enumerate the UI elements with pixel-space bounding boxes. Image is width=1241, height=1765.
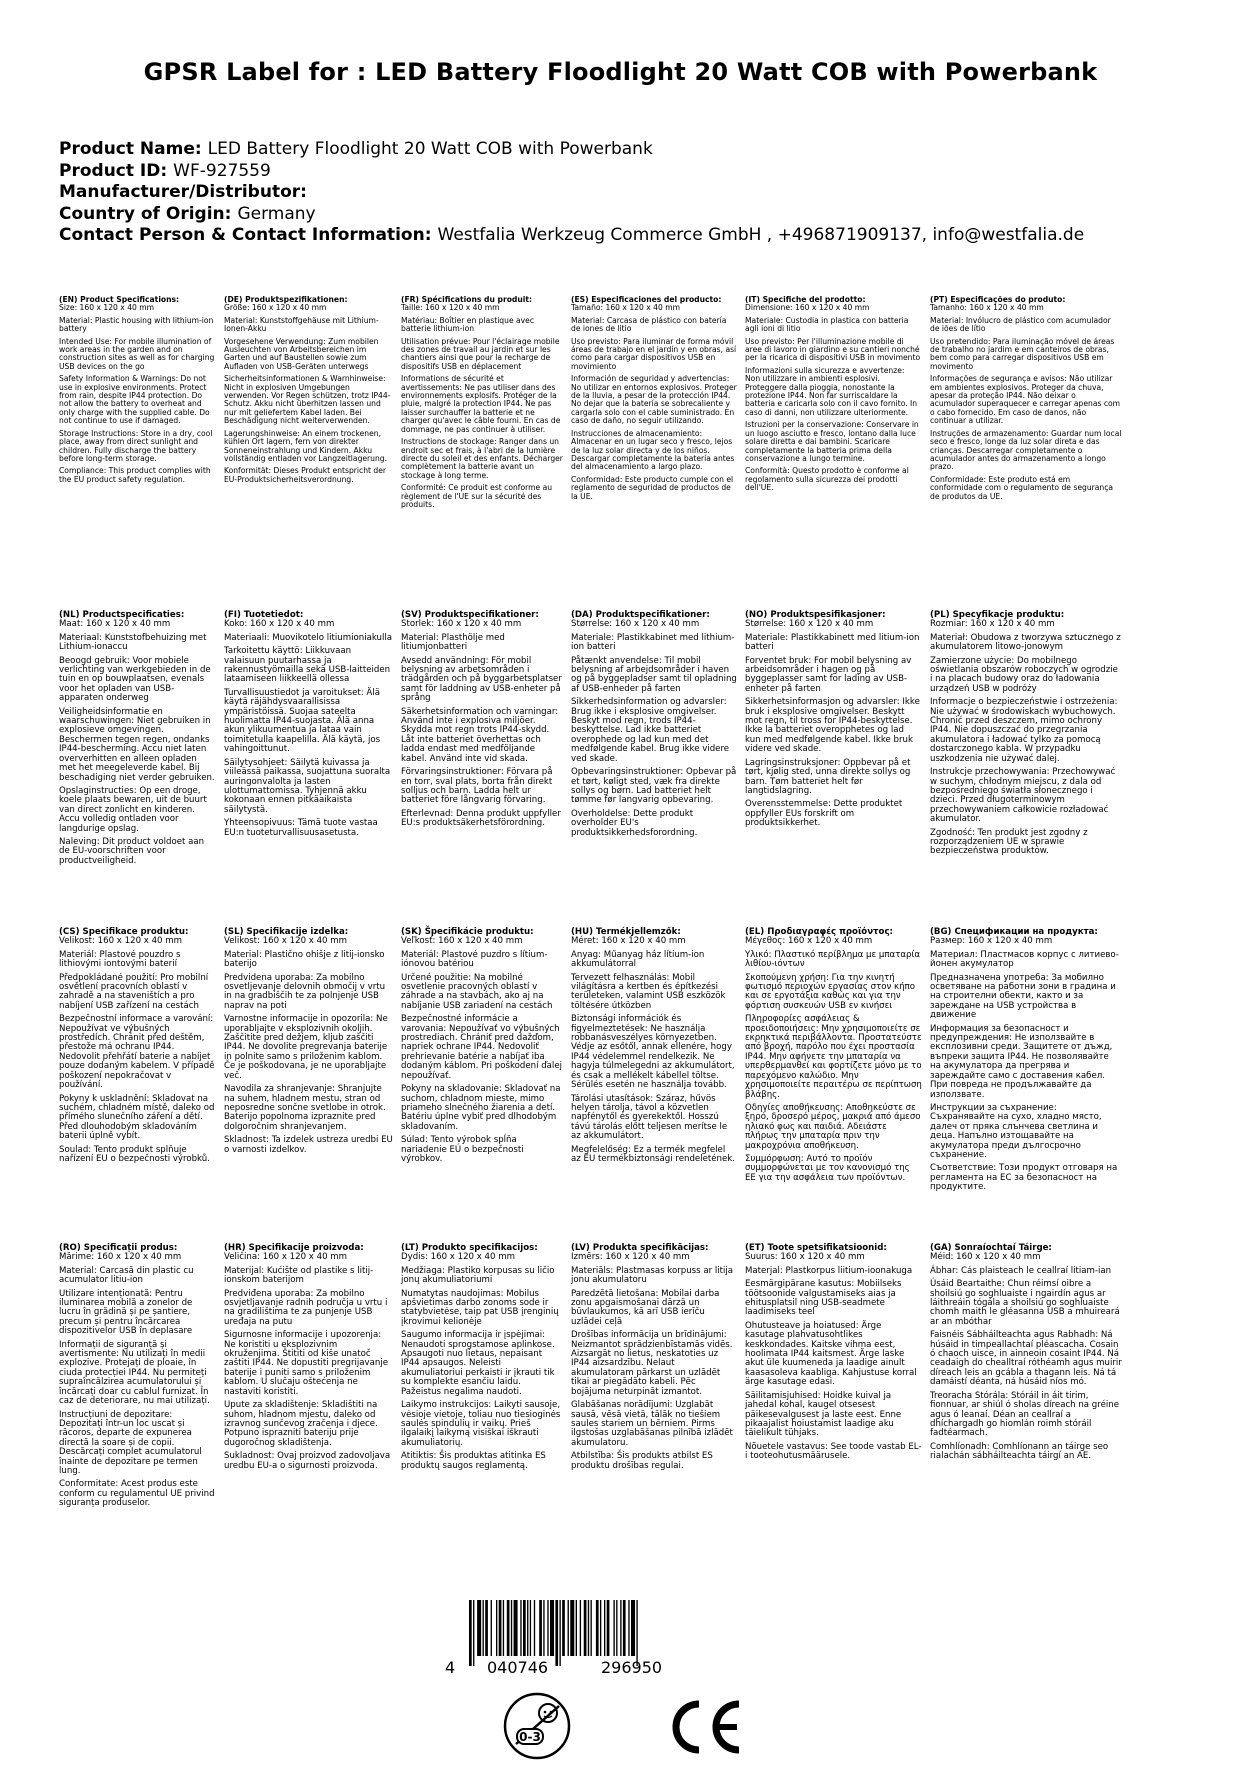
spec-section-title: (ET) Toote spetsifikatsioonid:: [745, 1243, 887, 1253]
spec-paragraph: Atbilstība: Šis produkts atbilst ES produktu drošības regulai.: [571, 1451, 713, 1471]
spec-paragraph: Informacje o bezpieczeństwie i ostrzeżenia: Nie używać w środowiskach wybuchowych. Chronić przed deszczem, mimo ochrony IP44. Nie dopuszczać do przegrzania akumulatora i ładować tylko za pomocą dostarczonego kabla. W przypadku uszkodzenia nie używać dalej.: [930, 697, 1118, 764]
spec-section: [224, 928, 401, 1197]
spec-section-title: (ES) Especificaciones del producto:: [571, 295, 722, 304]
spec-paragraph: Treoracha Stórála: Stóráil in áit tirim, fionnuar, ar shiúl ó sholas díreach na gréine agus ó leanaí. Déan an ceallraí a dhíchargadh go hiomlán roimh stóráil fadtéarmach.: [930, 1390, 1120, 1439]
spec-section-title: (BG) Спецификации на продукта:: [930, 927, 1098, 937]
barcode-digit-prefix: 4: [445, 1658, 456, 1677]
spec-paragraph: Съответствие: Този продукт отговаря на регламента на ЕС за безопасност на продуктите.: [930, 1163, 1118, 1193]
spec-paragraph: Overholdelse: Dette produkt overholder EU's produktsikkerhedsforordning.: [571, 808, 698, 838]
country-value: Germany: [237, 203, 316, 224]
spec-paragraph: Určené použitie: Na mobilné osvetlenie pracovných oblastí v záhrade a na stavbách, ako aj na nabíjanie USB zariadení na cestách: [401, 972, 553, 1011]
barcode-bar: [591, 1600, 592, 1656]
spec-section-title: (SK) Špecifikácie produktu:: [401, 927, 534, 937]
product-name-line: [59, 139, 1199, 161]
spec-paragraph: Drošības informācija un brīdinājumi: Neizmantot sprādzienbīstamās vidēs. Aizsargāt no lietus, neskatoties uz IP44 aizsardzību. Nelaut akumulatoram pārkarst un uzlādēt tikai ar piegādāto kabeli. Pēc bojājuma neturpināt izmantot.: [571, 1330, 733, 1397]
spec-paragraph: Инструкции за съхранение: Съхранявайте на сухо, хладно място, далеч от пряка слънчева светлина и деца. Напълно изтощавайте на акумулатора преди дългосрочно съхранение.: [930, 1102, 1102, 1160]
barcode-bar: [485, 1600, 488, 1656]
spec-paragraph: Istruzioni per la conservazione: Conservare in un luogo asciutto e fresco, lontano dalla luce solare diretta e dai bambini. Scaricare completamente la batteria prima della conservazione a lungo termine.: [745, 420, 919, 463]
country-line: [59, 204, 1199, 226]
spec-paragraph: Material: Carcasă din plastic cu acumulator litiu-ion: [59, 1265, 194, 1286]
product-name-value: LED Battery Floodlight 20 Watt COB with Powerbank: [207, 139, 653, 159]
spec-paragraph: Comhlíonadh: Comhlíonann an táirge seo rialachán sábháilteachta táirgí an AE.: [930, 1441, 1109, 1462]
barcode-bar: [503, 1600, 504, 1656]
barcode-bar: [514, 1600, 518, 1656]
spec-paragraph: Material: Kunststoffgehäuse mit Lithium-Ionen-Akku: [224, 315, 379, 334]
spec-paragraph: Säilytysohjeet: Säilytä kuivassa ja viileässä paikassa, suojattuna suoralta auringonvalolta ja lasten ulottumattomissa. Tyhjennä akku kokonaan ennen pitkäaikaista säilytystä.: [224, 757, 391, 815]
spec-paragraph: Paredzētā lietošana: Mobilai darba zonu apgaismošanai dārzā un būvlaukumos, kā arī USB ierīču uzlādei ceļā: [571, 1288, 720, 1327]
spec-section: [59, 611, 224, 870]
spec-paragraph: Avsedd användning: För mobil belysning av arbetsområden i trädgården och på byggarbetsplatser samt för laddning av USB-enheter på språng: [401, 655, 562, 704]
spec-paragraph: Sikkerhedsinformation og advarsler: Brug ikke i eksplosive omgivelser. Beskyt mod regn, trods IP44-beskyttelse. Lad ikke batteriet overophede og lad kun med det medfølgende kabel. Brug ikke videre ved skade.: [571, 697, 730, 764]
barcode-bar: [469, 1600, 472, 1666]
spec-paragraph: Información de seguridad y advertencias: No utilizar en entornos explosivos. Proteger de la lluvia, a pesar de la protección IP44. No dejar que la batería se sobrecaliente y cargarla solo con el cable suministrado. En caso de daño, no seguir utilizando.: [571, 374, 737, 426]
spec-section: [401, 611, 571, 870]
spec-paragraph: Ohutusteave ja hoiatused: Ärge kasutage plahvatusohtlikes keskkondades. Kaitske vihma eest, hoolimata IP44 kaitsmest. Ärge laske akut üle kuumeneda ja laadige ainult kaasasoleva kaabliga. Kahjustuse korral ärge kasutage edasi.: [745, 1320, 917, 1388]
spec-paragraph: Sicherheitsinformationen & Warnhinweise: Nicht in explosiven Umgebungen verwenden. Vor Regen schützen, trotz IP44-Schutz. Akku nicht überhitzen lassen und nur mit geliefertem Kabel laden. Bei Beschädigung nicht weiterverwenden.: [224, 374, 391, 426]
spec-section: [930, 611, 1130, 870]
spec-paragraph: Conformitate: Acest produs este conform cu regulamentul UE privind siguranța produselor.: [59, 1479, 215, 1509]
barcode-bar: [511, 1600, 512, 1656]
language-row-3: [59, 928, 1219, 1197]
spec-paragraph: Informations de sécurité et avertissements: Ne pas utiliser dans des environnements explosifs. Protéger de la pluie, malgré la protection IP44. Ne pas laisser surchauffer la batterie et ne charger qu'avec le câble fourni. En cas de dommage, ne pas continuer à utiliser.: [401, 374, 561, 434]
spec-paragraph: Overensstemmelse: Dette produktet oppfyller EUs forskrift om produktsikkerhet.: [745, 799, 903, 829]
contact-label: Contact Person & Contact Information:: [59, 225, 432, 245]
spec-paragraph: Veiligheidsinformatie en waarschuwingen: Niet gebruiken in explosieve omgevingen. Beschermen tegen regen, ondanks IP44-bescherming. Accu niet laten oververhitten en alleen opladen met het meegeleverde kabel. Bij beschadiging niet verder gebruiken.: [59, 706, 215, 783]
spec-paragraph: Größe: 160 x 120 x 40 mm: [224, 303, 327, 313]
spec-paragraph: Dimensione: 160 x 120 x 40 mm: [745, 303, 870, 313]
spec-paragraph: Pokyny k uskladnění: Skladovat na suchém, chladném místě, daleko od přímého slunečního záření a dětí. Před dlouhodobým skladováním baterii úplně vybít.: [59, 1093, 215, 1142]
barcode-bar: [607, 1600, 610, 1656]
spec-paragraph: Megfelelőség: Ez a termék megfelel az EU termékbiztonsági rendeletének.: [571, 1144, 735, 1164]
spec-paragraph: Matériau: Boîtier en plastique avec batterie lithium-ion: [401, 315, 535, 334]
barcode-bar: [530, 1600, 531, 1656]
language-row-4: [59, 1244, 1219, 1513]
age-label: 0-3: [519, 1730, 541, 1744]
spec-section-title: (LT) Produkto specifikacijos:: [401, 1243, 538, 1253]
spec-section-title: (HR) Specifikacije proizvoda:: [224, 1243, 364, 1253]
product-id-label: Product ID:: [59, 160, 168, 181]
spec-paragraph: Storage Instructions: Store in a dry, cool place, away from direct sunlight and children. Fully discharge the battery before long-term storage.: [59, 428, 213, 463]
spec-section-title: (IT) Specifiche del prodotto:: [745, 295, 866, 304]
spec-paragraph: Μέγεθος: 160 x 120 x 40 mm: [745, 936, 873, 947]
barcode-bar: [520, 1600, 521, 1656]
spec-section-title: (PL) Specyfikacje produktu:: [930, 610, 1065, 620]
spec-paragraph: Turvallisuustiedot ja varoitukset: Älä käytä räjähdysvaarallisissa ympäristöissä. Suojaa sateelta huolimatta IP44-suojasta. Älä anna akun ylikuumentua ja lataa vain toimitetulla kaapelilla. Älä käytä, jos vahingoittunut.: [224, 687, 381, 755]
spec-section: [224, 1244, 401, 1513]
spec-paragraph: Conformidad: Este producto cumple con el reglamento de seguridad de productos de la UE.: [571, 474, 734, 501]
spec-section-title: (NL) Productspecificaties:: [59, 610, 185, 620]
spec-paragraph: Materiale: Plastikkabinett med litium-ion batteri: [745, 632, 920, 653]
spec-section-title: (DA) Produktspecifikationer:: [571, 610, 710, 620]
spec-paragraph: Material: Plastično ohišje z litij-ionsko baterijo: [224, 949, 385, 970]
spec-section-title: (HU) Termékjellemzők:: [571, 927, 681, 937]
spec-section-title: (EN) Product Specifications:: [59, 295, 180, 304]
product-header: [59, 139, 1199, 247]
spec-paragraph: Instructions de stockage: Ranger dans un endroit sec et frais, à l'abri de la lumière directe du soleil et des enfants. Décharger complètement la batterie avant un stockage à long terme.: [401, 437, 563, 480]
spec-section-title: (SV) Produktspecifikationer:: [401, 610, 539, 620]
barcode-bar: [527, 1600, 528, 1656]
spec-paragraph: Opslaginstructies: Op een droge, koele plaats bewaren, uit de buurt van direct zonlicht en kinderen. Accu volledig ontladen voor langdurige opslag.: [59, 785, 207, 834]
barcode-bar: [568, 1600, 569, 1656]
spec-section: [59, 928, 224, 1197]
spec-paragraph: Bezpečnostní informace a varování: Nepoužívat ve výbušných prostředích. Chránit před deštěm, přestože má ochranu IP44. Nedovolit přehřátí baterie a nabíjet pouze dodaným kabelem. V případě poškození nepokračovat v používání.: [59, 1014, 215, 1091]
spec-section-title: (EL) Προδιαγραφές προϊόντος:: [745, 927, 893, 937]
barcode-bar: [496, 1600, 497, 1656]
spec-paragraph: Faisnéis Sábháilteachta agus Rabhadh: Ná húsáid in timpeallachtaí pléascacha. Cosain ó chaoch uisce, in ainneoin cosaint IP44. Ná ceadaigh do chealltraí róthéamh agus muirir díreach leis an gcábla a thagann leis. Ná tá damáistí déanta, ná húsáid níos mó.: [930, 1330, 1122, 1388]
spec-paragraph: Bezpečnostné informácie a varovania: Nepoužívať vo výbušných prostrediach. Chrániť pred dažďom, napriek ochrane IP44. Nedovoliť prehrievanie batérie a nabíjať iba dodaným káblom. Pri poškodení ďalej nepoužívať.: [401, 1014, 562, 1081]
barcode-bars: [467, 1600, 699, 1666]
spec-paragraph: Materiāls: Plastmasas korpuss ar litija jonu akumulatoru: [571, 1265, 734, 1286]
spec-paragraph: Navodila za shranjevanje: Shranjujte na suhem, hladnem mestu, stran od neposredne sončne svetlobe in otrok. Baterijo popolnoma izpraznite pred dolgoročnim shranjevanjem.: [224, 1084, 386, 1132]
spec-paragraph: Tamanho: 160 x 120 x 40 mm: [930, 303, 1044, 313]
page-title: GPSR Label for : LED Battery Floodlight 20 Watt COB with Powerbank: [143, 58, 1098, 86]
spec-section: [930, 1244, 1130, 1513]
spec-paragraph: Předpokládané použití: Pro mobilní osvětlení pracovních oblastí v zahradě a na staveništích a pro nabíjení USB zařízení na cestách: [59, 972, 209, 1011]
spec-section-title: (FI) Tuotetiedot:: [224, 610, 304, 620]
spec-section-title: (PT) Especificações do produto:: [930, 295, 1066, 304]
spec-paragraph: Materjal: Plastkorpus liitium-ioonakuga: [745, 1265, 913, 1276]
barcode-bar: [483, 1600, 484, 1656]
barcode-bar: [623, 1600, 626, 1656]
barcode-bar: [600, 1600, 601, 1656]
spec-section: [571, 928, 745, 1197]
spec-section: [401, 928, 571, 1197]
spec-paragraph: Atitiktis: Šis produktas atitinka ES produktų saugos reglamentą.: [401, 1451, 546, 1471]
spec-section: [571, 611, 745, 870]
spec-paragraph: Tervezett felhasználás: Mobil világításra a kertben és építkezési területeken, valamint USB eszközök töltésére útközben: [571, 972, 726, 1011]
barcode-bar: [499, 1600, 502, 1656]
spec-paragraph: Conformidade: Este produto está em conformidade com o regulamento de segurança de produtos da UE.: [930, 474, 1114, 501]
barcode-digits-right: 296950: [601, 1658, 663, 1677]
barcode-digits-left: 040746: [487, 1658, 549, 1677]
spec-paragraph: Lagerungshinweise: An einem trockenen, kühlen Ort lagern, fern von direkter Sonneneinstrahlung und Kindern. Akku vollständig entladen vor Langzeitlagerung.: [224, 428, 388, 463]
spec-paragraph: Størrelse: 160 x 120 x 40 mm: [745, 619, 874, 630]
spec-paragraph: Materiał: Obudowa z tworzywa sztucznego z akumulatorem litowo-jonowym: [930, 632, 1121, 653]
barcode-bar: [491, 1600, 492, 1656]
spec-paragraph: Материал: Пластмасов корпус с литиево-йонен акумулатор: [930, 949, 1119, 970]
spec-paragraph: Velikost: 160 x 120 x 40 mm: [59, 936, 182, 947]
spec-paragraph: Informații de siguranță și avertismente: Nu utilizați în medii explozive. Protejați de ploaie, în ciuda protecției IP44. Nu permiteți supraîncălzirea acumulatorului și încărcați doar cu cablul furnizat. În caz de deteriorare, nu mai utilizați.: [59, 1339, 210, 1407]
spec-section: [224, 296, 401, 513]
spec-paragraph: Konformität: Dieses Produkt entspricht der EU-Produktsicherheitsverordnung.: [224, 466, 387, 484]
spec-paragraph: Predviđena uporaba: Za mobilno osvjetljavanje radnih područja u vrtu i na gradilištima te za punjenje USB uređaja na putu: [224, 1288, 388, 1327]
spec-paragraph: Информация за безопасност и предупреждения: Не използвайте в експлозивни среди. Защитете от дъжд, въпреки защита IP44. Не позволявайте на акумулатора да прегрява и зареждайте само с доставения кабел. При повреда не продължавайте да използвате.: [930, 1023, 1113, 1100]
spec-paragraph: Pokyny na skladovanie: Skladovať na suchom, chladnom mieste, mimo priameho slnečného žiarenia a detí. Batériu úplne vybiť pred dlhodobým skladovaním.: [401, 1084, 561, 1132]
barcode-bar: [604, 1600, 605, 1656]
spec-paragraph: Materiaal: Kunststofbehuizing met Lithium-ionaccu: [59, 632, 207, 653]
spec-section-title: (GA) Sonraíochtaí Táirge:: [930, 1243, 1052, 1253]
barcode-bar: [636, 1600, 637, 1666]
spec-paragraph: Varnostne informacije in opozorila: Ne uporabljajte v eksplozivnih okoljih. Zaščitite pred dežjem, kljub zaščiti IP44. Ne dovolite pregrevanja baterije in polnite samo s priloženim kablom. Če je poškodovana, je ne uporabljajte več.: [224, 1014, 388, 1081]
barcode-bar: [523, 1600, 526, 1656]
spec-paragraph: Storlek: 160 x 120 x 40 mm: [401, 619, 522, 630]
spec-paragraph: Naleving: Dit product voldoet aan de EU-voorschriften voor productveiligheid.: [59, 836, 205, 866]
spec-paragraph: Sigurnosne informacije i upozorenja: Ne koristiti u eksplozivnim okruženjima. Štititi od kiše unatoč zaštiti IP44. Ne dopustiti pregrijavanje baterije i puniti samo s priloženim kablom. U slučaju oštećenja ne nastaviti koristiti.: [224, 1330, 388, 1397]
spec-paragraph: Material: Carcasa de plástico con batería de iones de litio: [571, 315, 727, 334]
spec-paragraph: Sikkerhetsinformasjon og advarsler: Ikke bruk i eksplosive omgivelser. Beskytt mot regn, til tross for IP44-beskyttelse. Ikke la batteriet overopphetes og lad kun med medfølgende kabel. Ikke bruk videre ved skade.: [745, 697, 920, 755]
spec-paragraph: Πληροφορίες ασφάλειας & προειδοποιήσεις: Μην χρησιμοποιείτε σε εκρηκτικά περιβάλλοντα. Προστατεύστε από βροχή, παρόλο που έχει προστασία IP44. Μην αφήνετε την μπαταρία να υπερθερμανθεί και φορτίζετε μόνο με το παρεχόμενο καλώδιο. Μην χρησιμοποιείτε περαιτέρω σε περίπτωση βλάβης.: [745, 1014, 922, 1100]
barcode-bar: [620, 1600, 621, 1656]
spec-paragraph: Izmērs: 160 x 120 x 40 mm: [571, 1252, 690, 1263]
spec-paragraph: Material: Invólucro de plástico com acumulador de iões de lítio: [930, 315, 1111, 334]
spec-section-title: (NO) Produktspesifikasjoner:: [745, 610, 886, 620]
spec-paragraph: Úsáid Beartaithe: Chun réimsí oibre a shoilsiú go soghluaiste i ngairdín agus ar láithreáin tógála a shoilsiú go soghluaiste chomh maith le gléasanna USB a mhuireará ar an mbóthar: [930, 1279, 1120, 1327]
spec-paragraph: Instruções de armazenamento: Guardar num local seco e fresco, longe da luz solar direta e das crianças. Descarregar completamente o acumulador antes do armazenamento a longo prazo.: [930, 428, 1122, 472]
barcode-bar: [507, 1600, 510, 1656]
spec-paragraph: Koko: 160 x 120 x 40 mm: [224, 619, 335, 630]
spec-section: [745, 611, 930, 870]
spec-paragraph: Предназначена употреба: За мобилно осветяване на работни зони в градина и на строителни обекти, както и за зареждане на USB устройства в движение: [930, 972, 1116, 1021]
spec-paragraph: Mărime: 160 x 120 x 40 mm: [59, 1252, 182, 1263]
spec-paragraph: Sukladnost: Ovaj proizvod zadovoljava uredbu EU-a o sigurnosti proizvoda.: [224, 1451, 391, 1471]
spec-section-title: (CS) Specifikace produktu:: [59, 927, 189, 937]
barcode-bar: [580, 1600, 581, 1656]
language-row-2: [59, 611, 1219, 870]
spec-paragraph: Säkerhetsinformation och varningar: Använd inte i explosiva miljöer. Skydda mot regn trots IP44-skydd. Låt inte batteriet överhettas och ladda endast med medföljande kabel. Använd inte vid skada.: [401, 706, 559, 764]
spec-paragraph: Material: Plastic housing with lithium-ion battery: [59, 315, 214, 334]
manufacturer-label: Manufacturer/Distributor:: [59, 182, 307, 202]
spec-paragraph: Tarkoitettu käyttö: Liikkuvaan valaisuun puutarhassa ja rakennustyömailla sekä USB-laitteiden lataamiseen liikkeellä ollessa: [224, 646, 391, 685]
spec-section: [745, 296, 930, 513]
spec-section-title: (FR) Spécifications du produit:: [401, 295, 533, 304]
country-label: Country of Origin:: [59, 203, 232, 224]
barcode-bar: [613, 1600, 614, 1656]
ean-barcode: [437, 1600, 737, 1678]
spec-paragraph: Forventet bruk: For mobil belysning av arbeidsområder i hagen og på byggeplasser samt for lading av USB-enheter på farten: [745, 655, 912, 694]
barcode-bar: [534, 1600, 535, 1656]
spec-paragraph: Méret: 160 x 120 x 40 mm: [571, 936, 686, 947]
spec-paragraph: Soulad: Tento produkt splňuje nařízení EU o bezpečnosti výrobků.: [59, 1144, 210, 1164]
spec-paragraph: Instrucțiuni de depozitare: Depozitați într-un loc uscat și răcoros, departe de expunerea directă la soare și de copii. Descărcați complet acumulatorul înainte de depozitare pe termen lung.: [59, 1409, 202, 1476]
spec-paragraph: Informações de segurança e avisos: Não utilizar em ambientes explosivos. Proteger da chuva, apesar da proteção IP44. Não deixar o acumulador superaquecer e carregar apenas com o cabo fornecido. Em caso de danos, não continuar a utilizar.: [930, 374, 1121, 426]
spec-paragraph: Zgodność: Ten produkt jest zgodny z rozporządzeniem UE w sprawie bezpieczeństwa produktów.: [930, 827, 1088, 857]
spec-paragraph: Méid: 160 x 120 x 40 mm: [930, 1252, 1041, 1263]
spec-section: [571, 296, 745, 513]
spec-section: [59, 296, 224, 513]
spec-paragraph: Taille: 160 x 120 x 40 mm: [401, 303, 500, 313]
spec-paragraph: Rozmiar: 160 x 120 x 40 mm: [930, 619, 1055, 630]
barcode-bar: [539, 1600, 542, 1656]
spec-paragraph: Υλικό: Πλαστικό περίβλημα με μπαταρία λιθίου-ιόντων: [745, 949, 921, 970]
spec-section: [571, 1244, 745, 1513]
barcode-bar: [570, 1600, 574, 1656]
product-id-line: [59, 161, 1199, 183]
spec-paragraph: Anyag: Műanyag ház lítium-ion akkumulátorral: [571, 949, 705, 970]
spec-paragraph: Lagringsinstruksjoner: Oppbevar på et tørt, kjølig sted, unna direkte sollys og barn. Tøm batteriet helt før langtidslagring.: [745, 757, 911, 796]
spec-section: [224, 611, 401, 870]
spec-paragraph: Yhteensopivuus: Tämä tuote vastaa EU:n tuoteturvallisuusasetusta.: [224, 818, 378, 838]
spec-paragraph: Vorgesehene Verwendung: Zum mobilen Ausleuchten von Arbeitsbereichen im Garten und auf Baustellen sowie zum Aufladen von USB-Geräten unterwegs: [224, 336, 379, 371]
barcode-bar: [555, 1600, 558, 1666]
spec-paragraph: Nõuetele vastavus: See toode vastab EL-i tooteohutusmäärusele.: [745, 1441, 922, 1462]
barcode-bar: [628, 1600, 629, 1656]
spec-paragraph: Materiale: Custodia in plastica con batteria agli ioni di litio: [745, 315, 909, 334]
spec-paragraph: Beoogd gebruik: Voor mobiele verlichting van werkgebieden in de tuin en op bouwplaatsen, evenals voor het opladen van USB-apparaten onderweg: [59, 655, 211, 704]
spec-paragraph: Zamierzone użycie: Do mobilnego oświetlania obszarów roboczych w ogrodzie i na placach budowy oraz do ładowania urządzeń USB w podróży: [930, 655, 1118, 694]
spec-paragraph: Glabāšanas norādījumi: Uzglabāt sausā, vēsā vietā, tālāk no tiešiem saules stariem un bērniem. Pirms ilgstošas uzglabāšanas pilnībā izlādēt akumulatoru.: [571, 1400, 733, 1448]
spec-paragraph: Tárolási utasítások: Száraz, hűvös helyen tárolja, távol a közvetlen napfénytől és gyerekektől. Hosszú távú tárolás előtt teljesen merítse le az akkumulátort.: [571, 1093, 728, 1142]
spec-paragraph: Upute za skladištenje: Skladištiti na suhom, hladnom mjestu, daleko od izravnog sunčevog zračenja i djece. Potpuno isprazniti bateriju prije dugoročnog skladištenja.: [224, 1400, 378, 1448]
spec-paragraph: Medžiaga: Plastiko korpusas su ličio jonų akumuliatoriumi: [401, 1265, 555, 1286]
spec-paragraph: Size: 160 x 120 x 40 mm: [59, 303, 155, 313]
barcode-bar: [596, 1600, 599, 1656]
spec-section: [59, 1244, 224, 1513]
barcode-bar: [562, 1600, 565, 1656]
spec-paragraph: Uso previsto: Para iluminar de forma móvil áreas de trabajo en el jardín y en obras, así como para cargar dispositivos USB en movimiento: [571, 336, 737, 371]
spec-paragraph: Súlad: Tento výrobok spĺňa nariadenie EÚ o bezpečnosti výrobkov.: [401, 1135, 524, 1164]
spec-paragraph: Materiale: Plastikkabinet med lithium-ion batteri: [571, 632, 735, 653]
spec-paragraph: Eesmärgipärane kasutus: Mobiilseks töötsoonide valgustamiseks aias ja ehitusplatsil ning USB-seadmete laadimiseks teel: [745, 1279, 902, 1318]
spec-paragraph: Materijal: Kućište od plastike s litij-ionskom baterijom: [224, 1265, 374, 1286]
spec-paragraph: Safety Information & Warnings: Do not use in explosive environments. Protect from rain, despite IP44 protection. Do not allow the battery to overheat and only charge with the supplied cable. Do not continue to use if damaged.: [59, 374, 210, 426]
spec-section-title: (SL) Specifikacije izdelka:: [224, 927, 349, 937]
spec-paragraph: Materiál: Plastové pouzdro s lithiovými iontovými baterií: [59, 949, 181, 970]
spec-paragraph: Påtænkt anvendelse: Til mobil belysning af arbejdsområder i haven og på byggepladser samt til opladning af USB-enheder på farten: [571, 655, 737, 694]
contact-line: [59, 225, 1199, 247]
spec-paragraph: Tamaño: 160 x 120 x 40 mm: [571, 303, 681, 313]
spec-paragraph: Συμμόρφωση: Αυτό το προϊόν συμμορφώνεται με τον κανονισμό της ΕΕ για την ασφάλεια των προϊόντων.: [745, 1153, 910, 1183]
spec-paragraph: Instrukcje przechowywania: Przechowywać w suchym, chłodnym miejscu, z dala od bezpośredniego światła słonecznego i dzieci. Przed długoterminowym przechowywaniem całkowicie rozładować akumulator.: [930, 767, 1116, 825]
spec-paragraph: Biztonsági információk és figyelmeztetések: Ne használja robbanásveszélyes környezetben. Védje az esőtől, annak ellenére, hogy IP44 védelemmel rendelkezik. Ne hagyja túlmelegedni az akkumulátort, és csak a mellékelt kábellel töltse. Sérülés esetén ne használja tovább.: [571, 1014, 735, 1091]
spec-paragraph: Veľkosť: 160 x 120 x 40 mm: [401, 936, 523, 947]
spec-section: [401, 296, 571, 513]
spec-paragraph: Ábhar: Cás plaisteach le ceallraí litiam-ian: [930, 1265, 1112, 1276]
spec-section-title: (RO) Specificații produs:: [59, 1243, 178, 1253]
spec-paragraph: Förvaringsinstruktioner: Förvara på en torr, sval plats, borta från direkt solljus och barn. Ladda helt ur batteriet före långvarig förvaring.: [401, 767, 553, 806]
spec-section: [401, 1244, 571, 1513]
barcode-bar: [584, 1600, 587, 1656]
spec-paragraph: Intended Use: For mobile illumination of work areas in the garden and on construction sites as well as for charging USB devices on the go: [59, 336, 215, 371]
spec-paragraph: Utilisation prévue: Pour l'éclairage mobile des zones de travail au jardin et sur les chantiers ainsi que pour la recharge de dispositifs USB en déplacement: [401, 336, 560, 371]
spec-section: [745, 1244, 930, 1513]
spec-section: [930, 296, 1130, 513]
barcode-bar: [631, 1600, 635, 1656]
spec-paragraph: Størrelse: 160 x 120 x 40 mm: [571, 619, 700, 630]
spec-paragraph: Utilizare intenționată: Pentru iluminarea mobilă a zonelor de lucru în grădină și pe șantiere, precum și pentru încărcarea dispozitivelor USB în deplasare: [59, 1288, 193, 1337]
spec-paragraph: Suurus: 160 x 120 x 40 mm: [745, 1252, 865, 1263]
spec-paragraph: Размер: 160 x 120 x 40 mm: [930, 936, 1053, 947]
spec-paragraph: Predvidena uporaba: Za mobilno osvetljevanje delovnih območij v vrtu in na gradbiščih te za polnjenje USB naprav na poti: [224, 972, 386, 1011]
barcode-bar: [477, 1600, 481, 1656]
spec-paragraph: Skladnost: Ta izdelek ustreza uredbi EU o varnosti izdelkov.: [224, 1135, 393, 1155]
spec-paragraph: Numatytas naudojimas: Mobilus apšvietimas darbo zonoms sode ir statybvietėse, taip pat USB įrenginių įkrovimui kelionėje: [401, 1288, 559, 1327]
barcode-bar: [559, 1600, 560, 1666]
spec-paragraph: Material: Plasthölje med litiumjonbatteri: [401, 632, 505, 653]
spec-paragraph: Veličina: 160 x 120 x 40 mm: [224, 1252, 348, 1263]
spec-paragraph: Σκοπούμενη χρήση: Για την κινητή φωτισμό περιοχών εργασίας στον κήπο και σε εργοτάξια καθώς και για την φόρτιση συσκευών USB εν κινήσει: [745, 972, 915, 1011]
spec-paragraph: Compliance: This product complies with the EU product safety regulation.: [59, 466, 211, 484]
spec-paragraph: Informazioni sulla sicurezza e avvertenze: Non utilizzare in ambienti esplosivi. Proteggere dalla pioggia, nonostante la protezione IP44. Non far surriscaldare la batteria e caricarla solo con il cavo fornito. In caso di danni, non utilizzare ulteriormente.: [745, 365, 918, 417]
contact-value: Westfalia Werkzeug Commerce GmbH , +496871909137, info@westfalia.de: [437, 225, 1085, 245]
spec-paragraph: Säilitamisjuhised: Hoidke kuival ja jahedal kohal, kaugel otsesest päikesevalgusest ja laste eest. Enne pikaajalist hoiustamist laadige aku täielikult tühjaks.: [745, 1390, 902, 1439]
spec-section-title: (LV) Produkta specifikācijas:: [571, 1243, 709, 1253]
product-id-value: WF-927559: [173, 160, 271, 181]
spec-section-title: (DE) Produktspezifikationen:: [224, 295, 348, 304]
spec-paragraph: Uso previsto: Per l'illuminazione mobile di aree di lavoro in giardino e su cantieri nonché per la ricarica di dispositivi USB in movimento: [745, 336, 921, 363]
spec-paragraph: Opbevaringsinstruktioner: Opbevar på et tørt, køligt sted, væk fra direkte sollys og børn. Lad batteriet helt tømme før langvarig opbevaring.: [571, 767, 737, 806]
barcode-bar: [550, 1600, 554, 1656]
ce-mark-icon: [665, 1698, 745, 1760]
spec-paragraph: Materiaali: Muovikotelo litiumioniakulla: [224, 632, 393, 643]
spec-paragraph: Conformità: Questo prodotto è conforme al regolamento sulla sicurezza dei prodotti dell'UE.: [745, 466, 909, 493]
barcode-bar: [473, 1600, 474, 1666]
barcode-bar: [543, 1600, 544, 1656]
spec-paragraph: Instrucciones de almacenamiento: Almacenar en un lugar seco y fresco, lejos de la luz solar directa y de los niños. Descargar completamente la batería antes del almacenamiento a largo plazo.: [571, 428, 735, 472]
spec-paragraph: Uso pretendido: Para iluminação móvel de áreas de trabalho no jardim e em canteiros de obras, bem como para carregar dispositivos USB em movimento: [930, 336, 1115, 371]
spec-paragraph: Conformité: Ce produit est conforme au règlement de l'UE sur la sécurité des produits.: [401, 483, 553, 509]
barcode-bar: [588, 1600, 589, 1656]
spec-paragraph: Maat: 160 x 120 x 40 mm: [59, 619, 171, 630]
spec-section: [930, 928, 1130, 1197]
spec-paragraph: Velikost: 160 x 120 x 40 mm: [224, 936, 347, 947]
product-name-label: Product Name:: [59, 139, 202, 159]
language-row-1: [59, 296, 1219, 513]
spec-paragraph: Efterlevnad: Denna produkt uppfyller EU:s produktsäkerhetsförordning.: [401, 808, 561, 829]
spec-paragraph: Οδηγίες αποθήκευσης: Αποθηκεύστε σε ξηρό, δροσερό μέρος, μακριά από άμεσο ηλιακό φως και παιδιά. Αδειάστε πλήρως την μπαταρία πριν την μακροχρόνια αποθήκευση.: [745, 1102, 921, 1151]
spec-paragraph: Dydis: 160 x 120 x 40 mm: [401, 1252, 515, 1263]
spec-paragraph: Materiál: Plastové puzdro s lítium-iónovou batériou: [401, 949, 548, 970]
spec-section: [745, 928, 930, 1197]
spec-paragraph: Saugumo informacija ir įspėjimai: Nenaudoti sprogstamose aplinkose. Apsaugoti nuo lietaus, nepaisant IP44 apsaugos. Neleisti akumuliatoriui perkaisti ir įkrauti tik su komplekte esančiu laidu. Pažeistus negalima naudoti.: [401, 1330, 555, 1397]
spec-paragraph: Laikymo instrukcijos: Laikyti sausoje, vėsioje vietoje, toliau nuo tiesioginės saulės spindulių ir vaikų. Prieš ilgalaikį laikymą visiškai iškrauti akumuliatorių.: [401, 1400, 561, 1448]
barcode-bar: [576, 1600, 577, 1656]
barcode-bar: [547, 1600, 548, 1656]
manufacturer-line: [59, 182, 1199, 204]
barcode-bar: [616, 1600, 617, 1656]
